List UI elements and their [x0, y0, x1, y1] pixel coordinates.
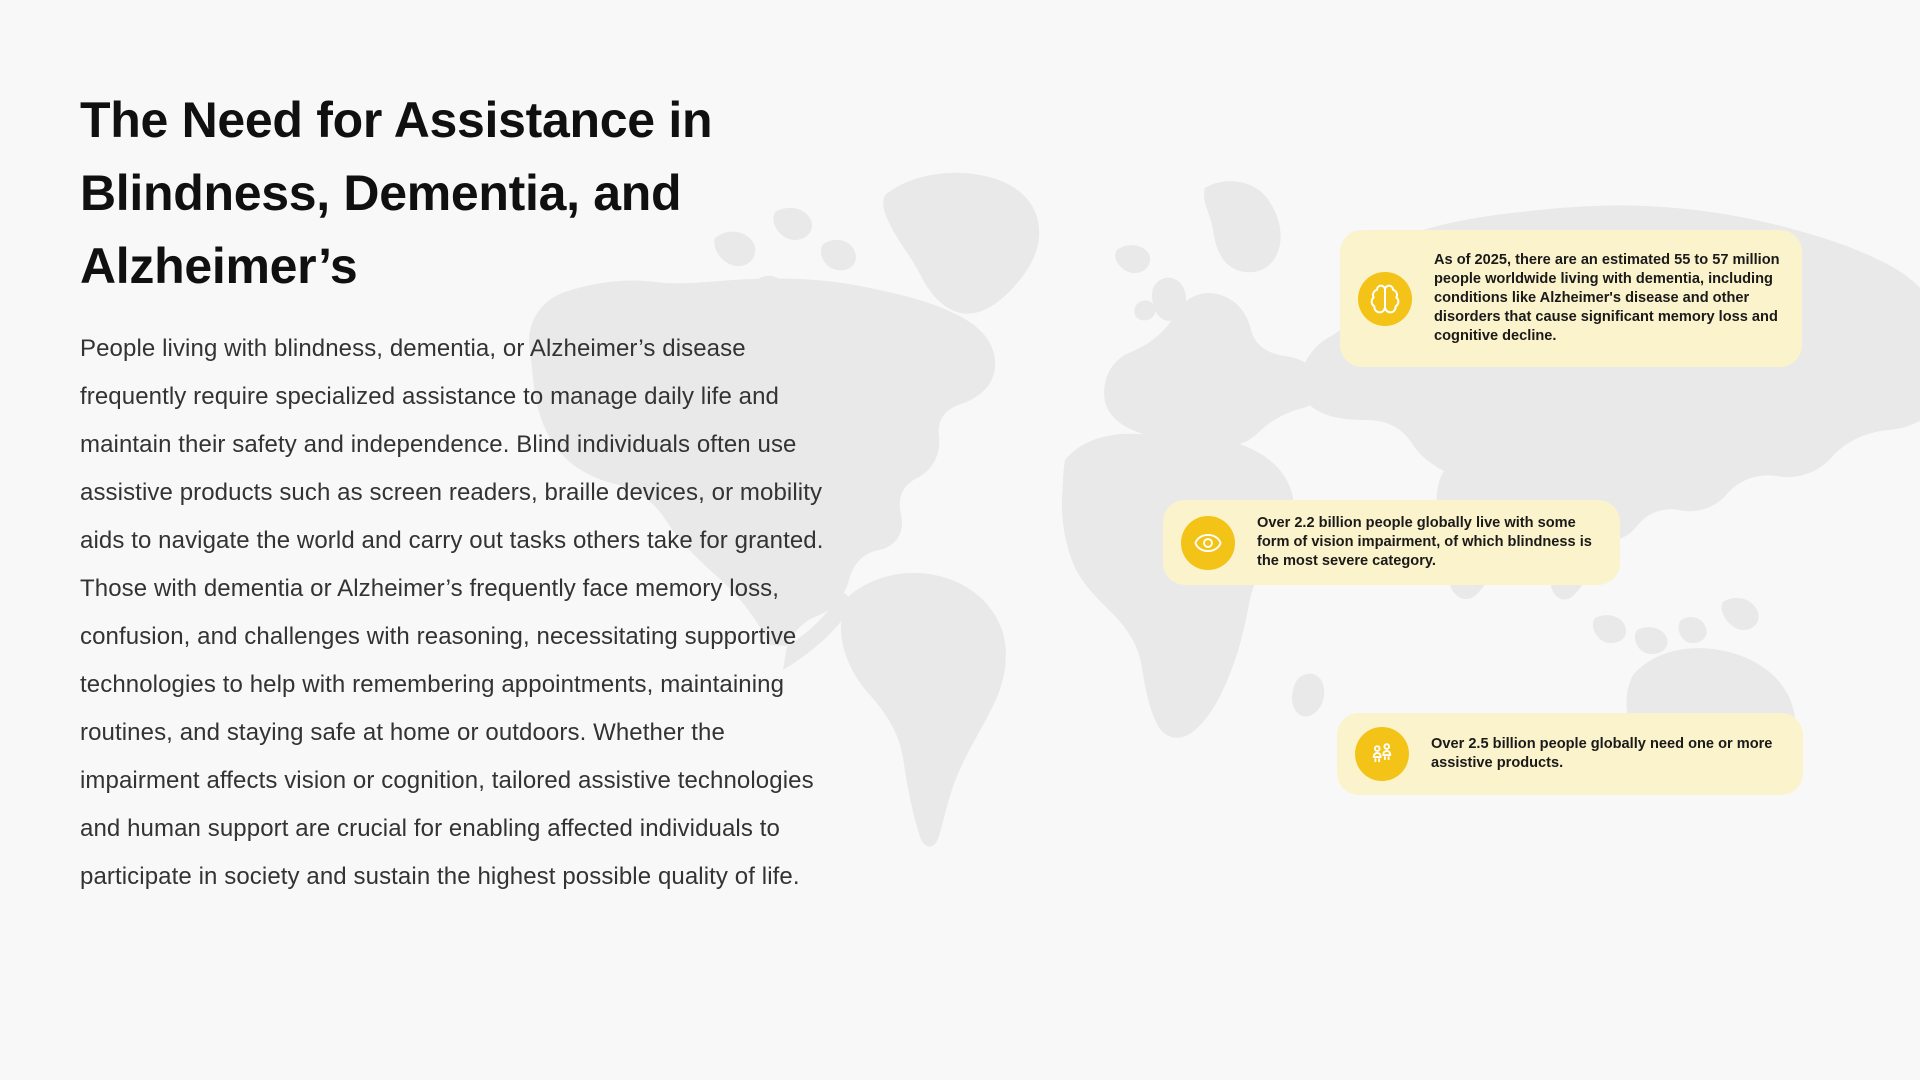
intro-paragraph: People living with blindness, dementia, or Alzheimer’s disease frequently require specialized assistance to manage daily life and maintain their safety and independence. Blind individuals often use assistive products such as screen readers, braille devices, or mobility aids to navigate the world and carry out tasks others take for granted. Those with dementia or Alzheimer’s frequently face memory loss, confusion, and challenges with reasoning, necessitating supportive technologies to help with remembering appointments, maintaining routines, and staying safe at home or outdoors. Whether the impairment affects vision or cognition, tailored assistive technologies and human support are crucial for enabling affected individuals to participate in society and sustain the highest possible quality of life.	[80, 335, 824, 890]
brain-icon	[1358, 272, 1412, 326]
stat-card-text: As of 2025, there are an estimated 55 to 57 million people worldwide living with dementia, including conditions like Alzheimer's disease and other disorders that cause significant memory loss and cognitive decline.	[1434, 252, 1780, 344]
intro-section	[80, 84, 825, 901]
stat-card-dementia	[1340, 230, 1802, 367]
page-title-line: The Need for Assistance in	[80, 92, 713, 148]
stat-card-text: Over 2.5 billion people globally need one or more assistive products.	[1431, 736, 1773, 771]
eye-icon	[1181, 516, 1235, 570]
stat-card-assistive-products	[1337, 713, 1803, 795]
stat-card-text: Over 2.2 billion people globally live with some form of vision impairment, of which blindness is the most severe category.	[1257, 515, 1592, 569]
page-title-line: Alzheimer’s	[80, 238, 358, 294]
stat-card-vision	[1163, 500, 1620, 585]
page-title-line: Blindness, Dementia, and	[80, 165, 682, 221]
page-title	[80, 84, 825, 303]
users-icon	[1355, 727, 1409, 781]
